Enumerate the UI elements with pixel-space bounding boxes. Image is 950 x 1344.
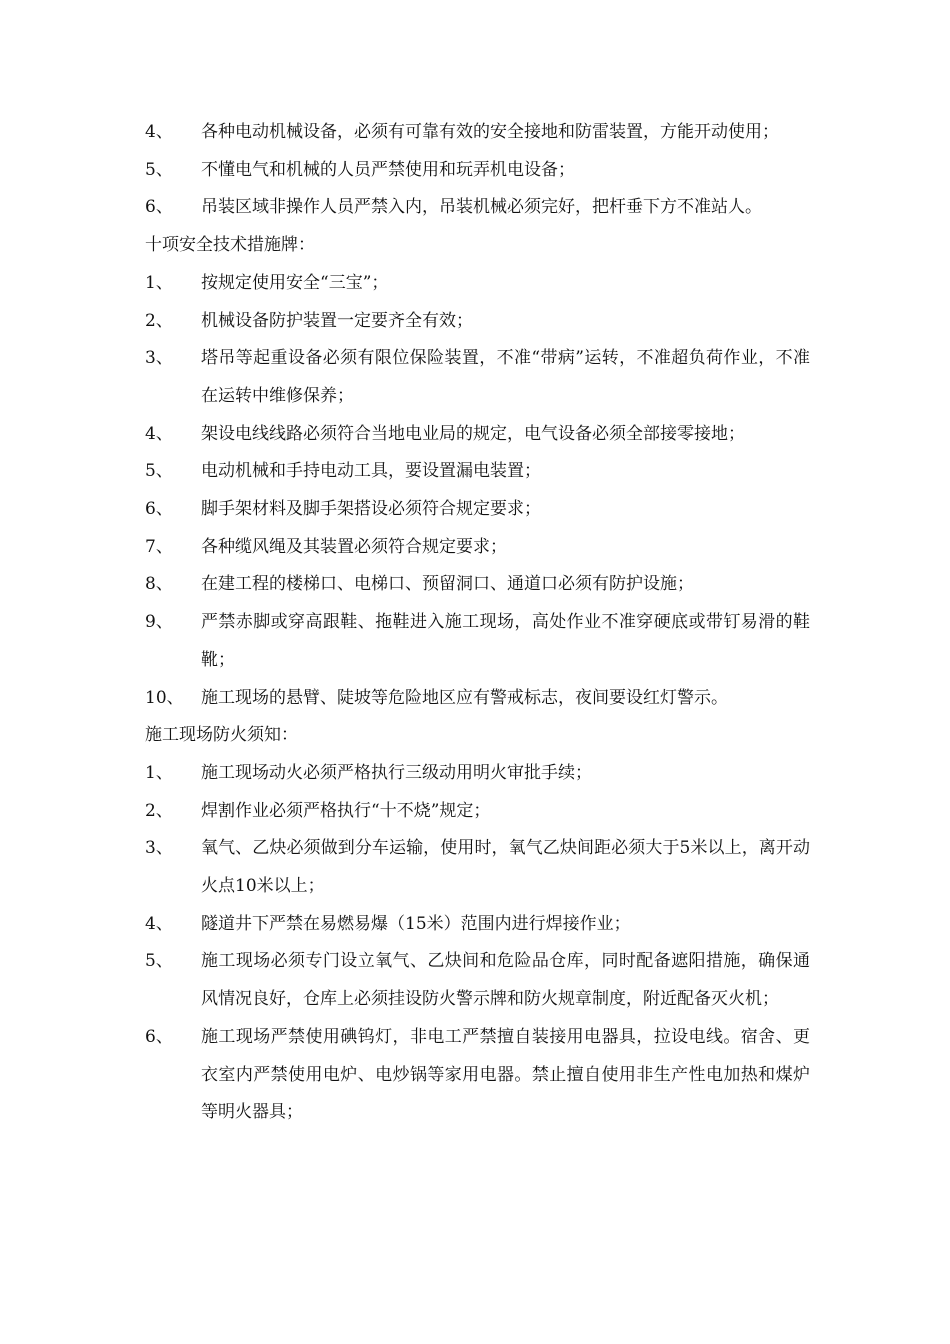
item-text: 机械设备防护装置一定要齐全有效； xyxy=(201,310,473,331)
item-text: 氧气、乙炔必须做到分车运输，使用时，氧气乙炔间距必须大于5米以上，离开动火点10米以上； xyxy=(201,838,810,897)
list-item xyxy=(145,265,810,303)
item-number: 5、 xyxy=(145,159,173,180)
item-number: 5、 xyxy=(145,951,173,972)
item-number: 5、 xyxy=(145,461,173,482)
item-text: 在建工程的楼梯口、电梯口、预留洞口、通道口必须有防护设施； xyxy=(201,574,694,595)
item-number: 2、 xyxy=(145,310,173,331)
list-item xyxy=(145,566,810,604)
document-page xyxy=(145,114,810,1132)
section-heading: 十项安全技术措施牌： xyxy=(145,235,315,256)
item-number: 4、 xyxy=(145,423,173,444)
item-text: 各种缆风绳及其装置必须符合规定要求； xyxy=(201,536,507,557)
item-number: 7、 xyxy=(145,536,173,557)
item-text: 施工现场的悬臂、陡坡等危险地区应有警戒标志，夜间要设红灯警示。 xyxy=(201,687,728,708)
item-text: 塔吊等起重设备必须有限位保险装置，不准“带病”运转，不准超负荷作业，不准在运转中维修保养； xyxy=(201,348,810,406)
item-number: 2、 xyxy=(145,800,173,821)
item-text: 架设电线线路必须符合当地电业局的规定，电气设备必须全部接零接地； xyxy=(201,423,745,444)
list-item xyxy=(145,943,810,1018)
list-item xyxy=(145,755,810,793)
item-text: 施工现场严禁使用碘钨灯，非电工严禁擅自装接用电器具，拉设电线。宿舍、更衣室内严禁使用电炉、电炒锅等家用电器。禁止擅自使用非生产性电加热和煤炉等明火器具； xyxy=(201,1026,810,1123)
item-text: 按规定使用安全“三宝”； xyxy=(201,272,389,293)
item-text: 严禁赤脚或穿高跟鞋、拖鞋进入施工现场，高处作业不准穿硬底或带钉易滑的鞋靴； xyxy=(201,612,810,670)
list-item xyxy=(145,604,810,679)
list-item xyxy=(145,114,810,152)
section-heading: 施工现场防火须知： xyxy=(145,725,298,746)
item-text: 电动机械和手持电动工具，要设置漏电装置； xyxy=(201,461,541,482)
item-number: 6、 xyxy=(145,1026,173,1047)
item-number: 3、 xyxy=(145,838,173,859)
list-item xyxy=(145,303,810,341)
list-item xyxy=(145,340,810,415)
item-text: 焊割作业必须严格执行“十不烧”规定； xyxy=(201,800,491,821)
item-text: 各种电动机械设备，必须有可靠有效的安全接地和防雷装置，方能开动使用； xyxy=(201,122,779,142)
list-item xyxy=(145,491,810,529)
item-number: 10、 xyxy=(145,687,184,708)
list-item xyxy=(145,793,810,831)
item-text: 脚手架材料及脚手架搭设必须符合规定要求； xyxy=(201,499,541,520)
item-text: 施工现场动火必须严格执行三级动用明火审批手续； xyxy=(201,762,592,783)
item-number: 1、 xyxy=(145,762,173,783)
list-item xyxy=(145,680,810,718)
item-number: 6、 xyxy=(145,499,173,520)
list-item xyxy=(145,529,810,567)
item-number: 3、 xyxy=(145,348,173,369)
item-number: 9、 xyxy=(145,612,173,633)
item-text: 不懂电气和机械的人员严禁使用和玩弄机电设备； xyxy=(201,159,575,180)
item-text: 隧道井下严禁在易燃易爆（15米）范围内进行焊接作业； xyxy=(201,913,631,934)
item-number: 4、 xyxy=(145,913,173,934)
list-item xyxy=(145,416,810,454)
item-number: 4、 xyxy=(145,122,173,142)
list-item xyxy=(145,906,810,944)
item-text: 施工现场必须专门设立氧气、乙炔间和危险品仓库，同时配备遮阳措施，确保通风情况良好，仓库上必须挂设防火警示牌和防火规章制度，附近配备灭火机； xyxy=(201,951,810,1010)
list-item xyxy=(145,189,810,227)
item-number: 6、 xyxy=(145,197,173,218)
list-item xyxy=(145,1019,810,1132)
list-item xyxy=(145,152,810,190)
item-number: 1、 xyxy=(145,272,173,293)
item-text: 吊装区域非操作人员严禁入内，吊装机械必须完好，把杆垂下方不准站人。 xyxy=(201,197,762,218)
list-item xyxy=(145,453,810,491)
list-item xyxy=(145,830,810,905)
item-number: 8、 xyxy=(145,574,173,595)
